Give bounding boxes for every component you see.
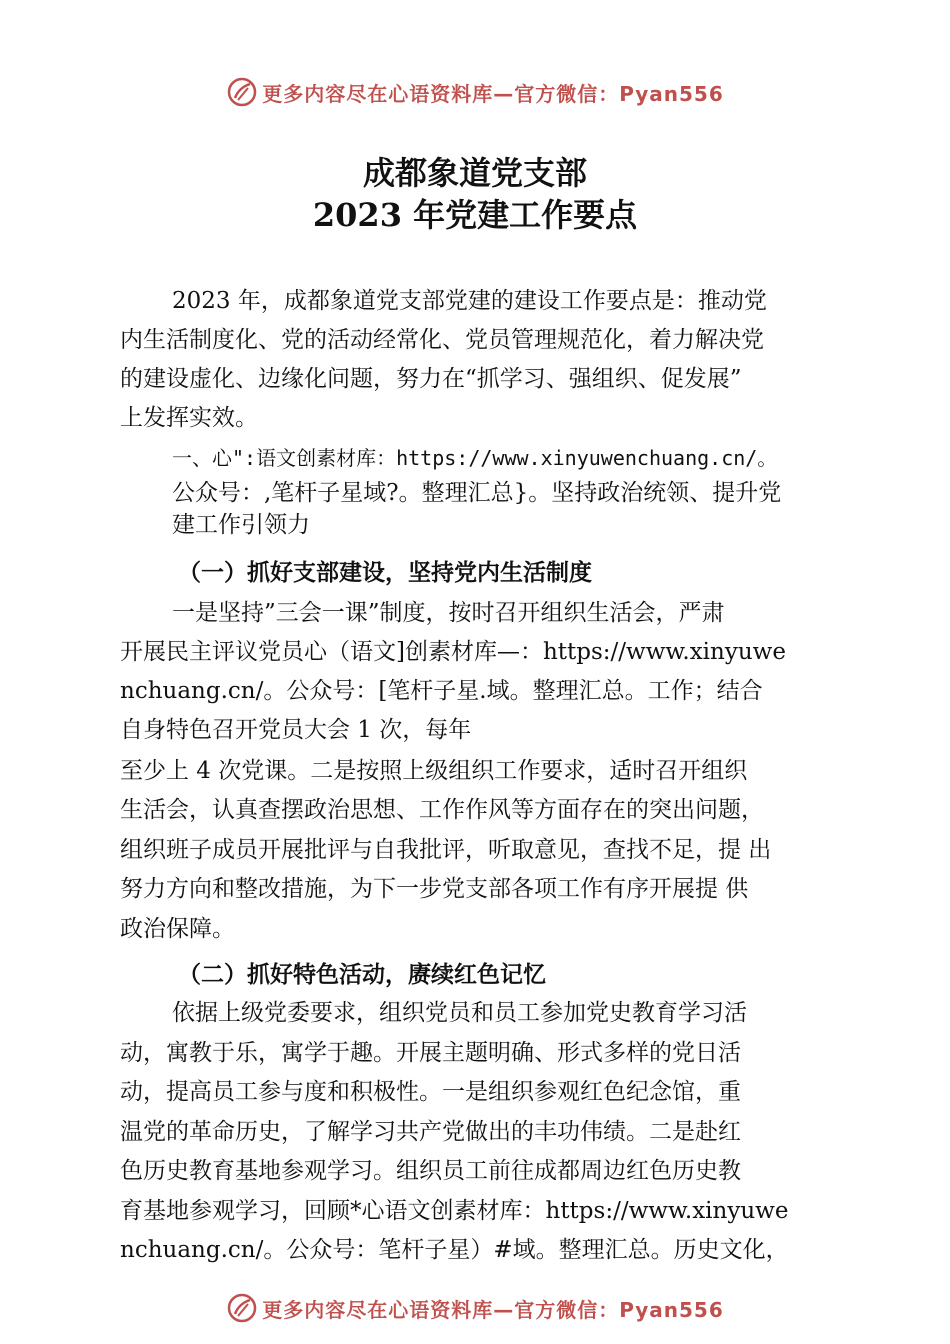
header-watermark [0,72,950,112]
watermark-text: 更多内容尽在心语资料库—官方微信：Pyan556 [262,81,724,106]
intro-line: 的建设虚化、边缘化问题，努力在“抓学习、强组织、促发展” [120,366,742,392]
logo-icon [226,76,258,108]
part1-line: 公众号：,笔杆子星域?。整理汇总}。坚持政治统领、提升党 [172,480,782,506]
part1-line: 建工作引领力 [172,512,310,538]
section2-line: 动，寓教于乐，寓学于趣。开展主题明确、形式多样的党日活 [120,1040,741,1066]
section2-heading: （二）抓好特色活动，赓续红色记忆 [178,962,546,988]
section1-line: 政治保障。 [120,916,235,942]
intro-line: 2023 年，成都象道党支部党建的建设工作要点是：推动党 [172,288,767,314]
footer-watermark [0,1288,950,1328]
section1-line: 开展民主评议党员心（语文]创素材库—：https://www.xinyuwe [120,639,786,665]
section1-line: 至少上 4 次党课。二是按照上级组织工作要求，适时召开组织 [120,758,748,784]
section1-line: 一是坚持”三会一课”制度，按时召开组织生活会，严肃 [172,600,725,626]
section2-line: nchuang.cn/。公众号：笔杆子星）#域。整理汇总。历史文化， [120,1237,789,1263]
document-subtitle: 2023 年党建工作要点 [312,196,638,234]
section1-line: 努力方向和整改措施，为下一步党支部各项工作有序开展提 供 [120,876,749,902]
section1-line: 生活会，认真查摆政治思想、工作作风等方面存在的突出问题， [120,797,764,823]
section1-line: 组织班子成员开展批评与自我批评，听取意见，查找不足，提 出 [120,837,772,863]
section2-line: 温党的革命历史，了解学习共产党做出的丰功伟绩。二是赴红 [120,1119,741,1145]
logo-icon [226,1292,258,1324]
section2-line: 依据上级党委要求，组织党员和员工参加党史教育学习活 [172,1000,747,1026]
intro-line: 上发挥实效。 [120,405,258,431]
section2-line: 动，提高员工参与度和积极性。一是组织参观红色纪念馆，重 [120,1079,741,1105]
section2-line: 色历史教育基地参观学习。组织员工前往成都周边红色历史教 [120,1158,741,1184]
section1-line: 自身特色召开党员大会 1 次，每年 [120,717,472,743]
document-title: 成都象道党支部 [362,154,587,192]
watermark-text: 更多内容尽在心语资料库—官方微信：Pyan556 [262,1297,724,1322]
section1-heading: （一）抓好支部建设，坚持党内生活制度 [178,560,592,586]
intro-line: 内生活制度化、党的活动经常化、党员管理规范化，着力解决党 [120,327,764,353]
part1-line: 一、心":语文创素材库：https://www.xinyuwenchuang.cn/。 [172,446,778,470]
section1-line: nchuang.cn/。公众号：[笔杆子星.域。整理汇总。工作；结合 [120,678,763,704]
section2-line: 育基地参观学习，回顾*心语文创素材库：https://www.xinyuwe [120,1198,789,1224]
